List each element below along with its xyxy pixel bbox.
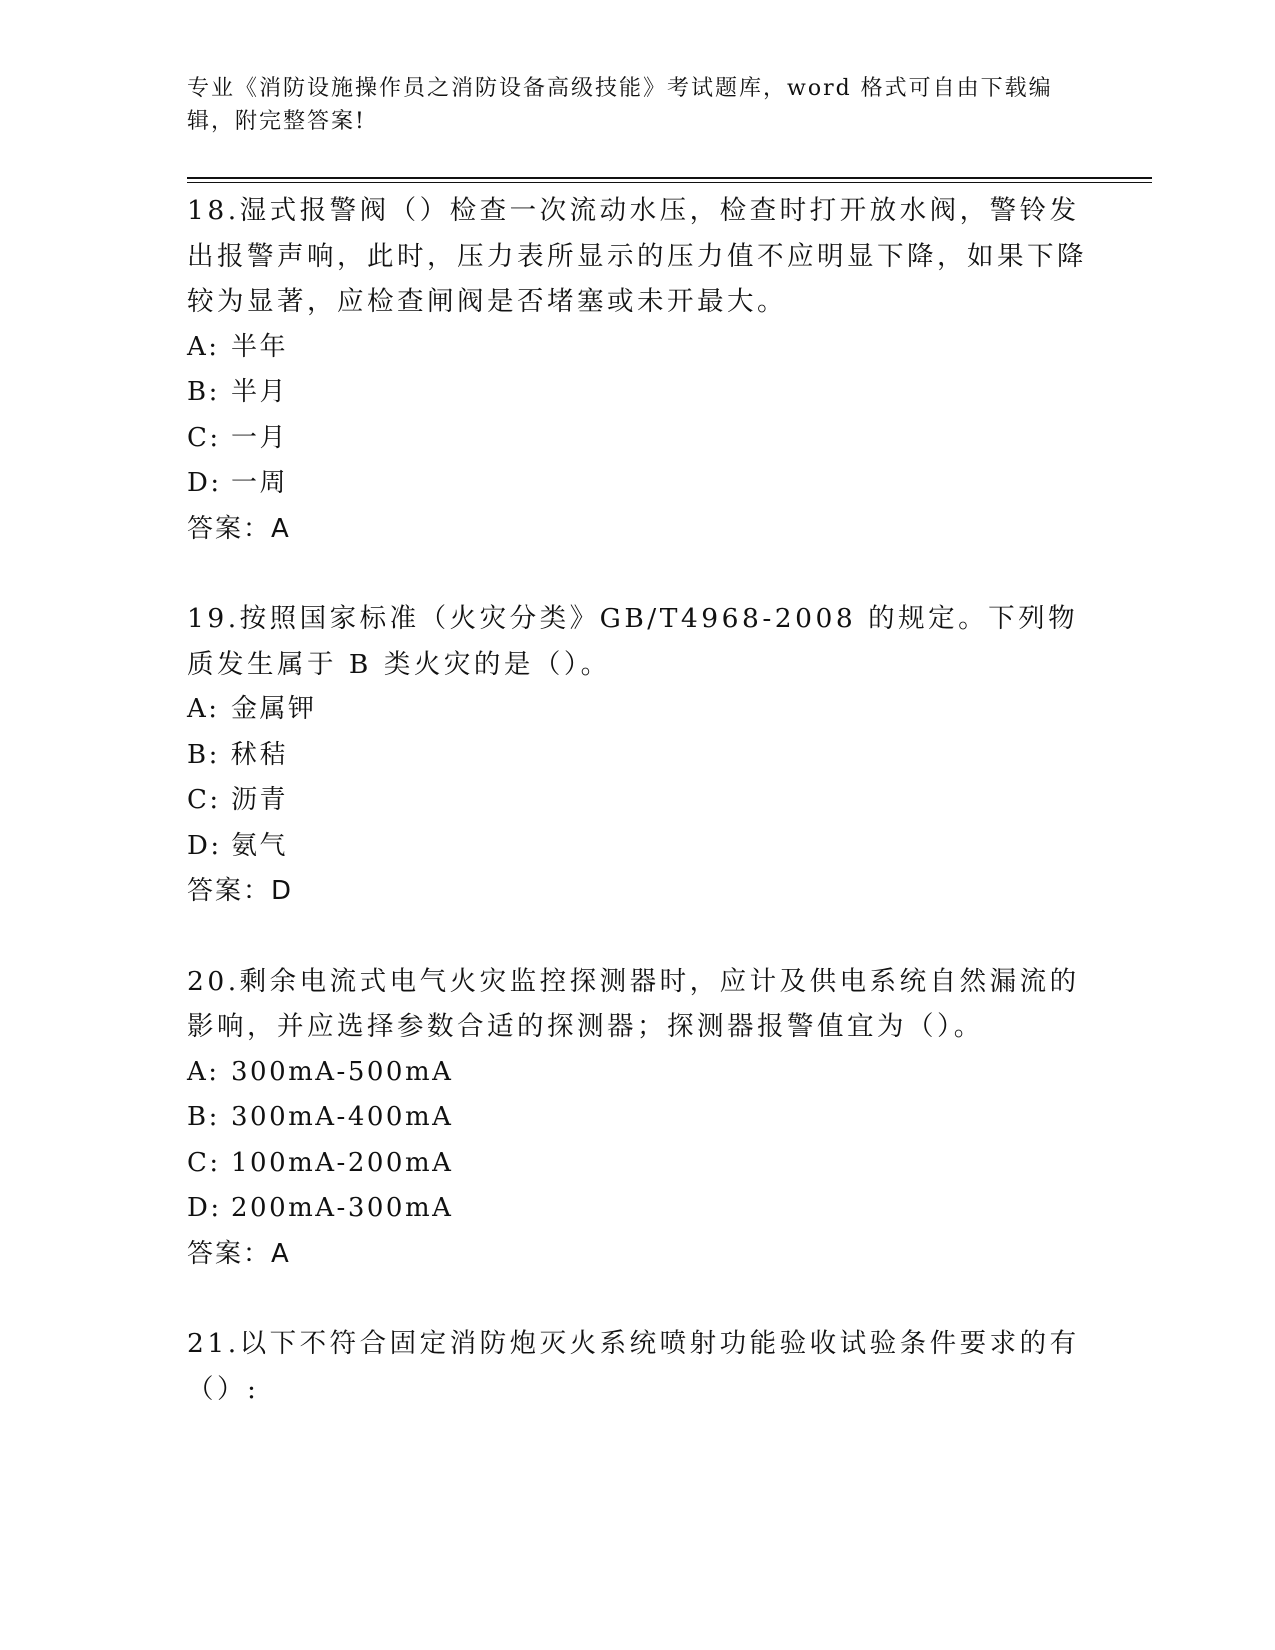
option-text: 100mA-200mA (231, 1147, 454, 1178)
option-list (187, 325, 1087, 507)
header-divider-thick (187, 177, 1152, 179)
option-list (187, 687, 1087, 869)
option-letter: C: (187, 1147, 221, 1178)
option-letter: B: (187, 1102, 220, 1132)
document-header: 专业《消防设施操作员之消防设备高级技能》考试题库，word 格式可自由下载编辑，附完整答案! (187, 76, 1053, 134)
question-18 (187, 188, 1087, 552)
option-text: 一周 (231, 468, 289, 498)
option-b (187, 1095, 1087, 1141)
option-letter: C: (187, 785, 221, 815)
question-20 (187, 959, 1087, 1278)
option-text: 半月 (231, 377, 289, 407)
option-a (187, 1050, 1087, 1096)
question-text: 19.按照国家标准（火灾分类》GB/T4968-2008 的规定。下列物质发生属于 B 类火灾的是（）。 (187, 603, 1079, 680)
option-text: 氨气 (231, 830, 289, 861)
option-b (187, 370, 1087, 416)
question-text: 20.剩余电流式电气火灾监控探测器时，应计及供电系统自然漏流的影响，并应选择参数合适的探测器；探测器报警值宜为（）。 (187, 965, 1080, 1042)
answer-line: 答案：A (187, 513, 291, 544)
option-letter: D: (187, 468, 222, 498)
option-text: 200mA-300mA (231, 1193, 454, 1223)
option-c (187, 1141, 1087, 1187)
option-text: 半年 (231, 331, 289, 362)
question-text: 18.湿式报警阀（）检查一次流动水压，检查时打开放水阀，警铃发出报警声响，此时，压力表所显示的压力值不应明显下降，如果下降较为显著，应检查闸阀是否堵塞或未开最大。 (187, 195, 1087, 317)
option-text: 一月 (231, 422, 289, 453)
answer-line: 答案：D (187, 876, 294, 906)
question-21 (187, 1321, 1087, 1412)
option-letter: A: (187, 694, 220, 724)
question-list (187, 188, 1087, 1456)
answer-line: 答案：A (187, 1238, 291, 1269)
option-text: 沥青 (231, 785, 289, 815)
question-text: 21.以下不符合固定消防炮灭火系统喷射功能验收试验条件要求的有（）: (187, 1328, 1080, 1405)
option-list (187, 1050, 1087, 1232)
option-letter: B: (187, 739, 220, 770)
option-letter: A: (187, 1056, 220, 1087)
option-a (187, 325, 1087, 371)
option-text: 金属钾 (231, 694, 317, 724)
option-text: 300mA-500mA (231, 1056, 454, 1087)
option-d (187, 461, 1087, 507)
option-d (187, 824, 1087, 870)
option-text: 300mA-400mA (231, 1102, 454, 1132)
option-c (187, 778, 1087, 824)
option-c (187, 416, 1087, 462)
option-d (187, 1186, 1087, 1232)
header-divider-thin (187, 182, 1152, 183)
option-letter: C: (187, 422, 221, 453)
option-a (187, 687, 1087, 733)
option-letter: D: (187, 1193, 222, 1223)
option-text: 秫秸 (231, 739, 289, 770)
option-b (187, 733, 1087, 779)
option-letter: B: (187, 377, 220, 407)
question-19 (187, 596, 1087, 915)
option-letter: A: (187, 331, 220, 362)
option-letter: D: (187, 830, 222, 861)
